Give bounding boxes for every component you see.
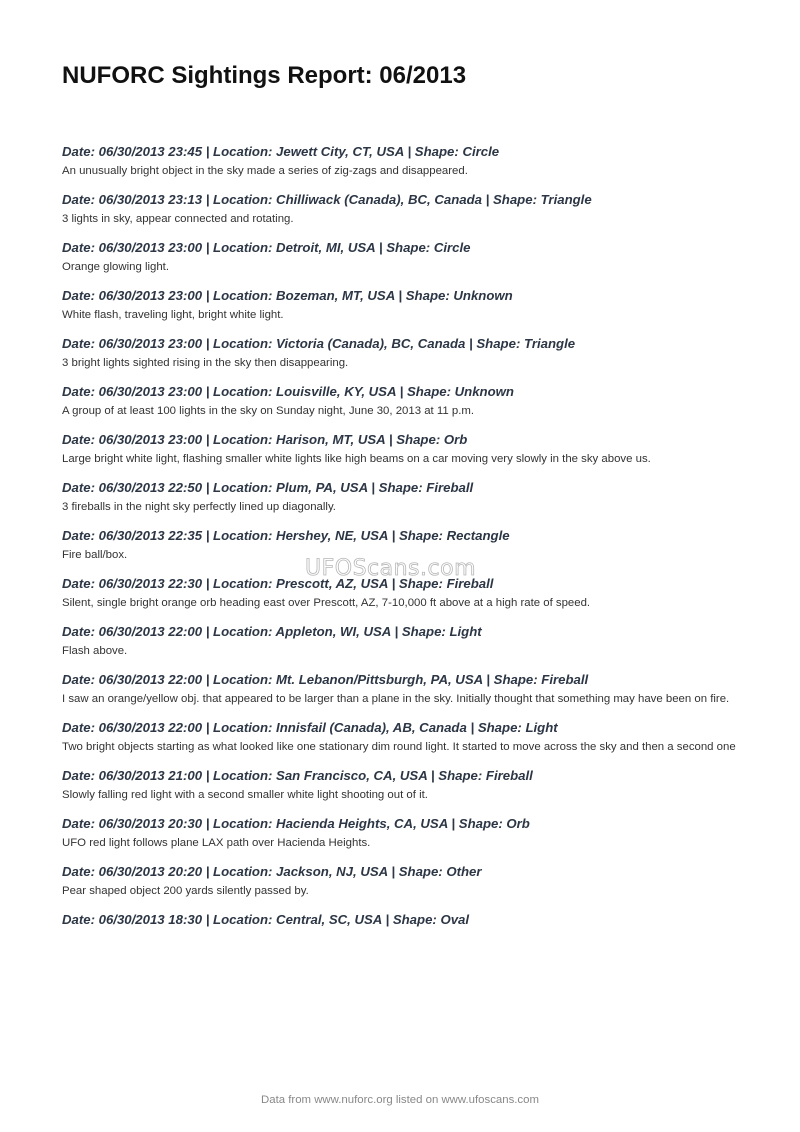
sighting-header: Date: 06/30/2013 23:00 | Location: Bozeman, MT, USA | Shape: Unknown bbox=[62, 288, 513, 303]
sighting-header: Date: 06/30/2013 20:20 | Location: Jackson, NJ, USA | Shape: Other bbox=[62, 864, 482, 879]
sighting-description: An unusually bright object in the sky made a series of zig-zags and disappeared. bbox=[62, 165, 468, 177]
sighting-entry bbox=[62, 623, 742, 659]
sighting-header: Date: 06/30/2013 23:00 | Location: Detroit, MI, USA | Shape: Circle bbox=[62, 240, 471, 255]
page-title: NUFORC Sightings Report: 06/2013 bbox=[62, 62, 467, 89]
sighting-entry bbox=[62, 815, 742, 851]
sighting-description: White flash, traveling light, bright white light. bbox=[62, 309, 284, 321]
sighting-entry bbox=[62, 383, 742, 419]
sighting-description: Slowly falling red light with a second smaller white light shooting out of it. bbox=[62, 789, 428, 801]
sighting-header: Date: 06/30/2013 23:13 | Location: Chilliwack (Canada), BC, Canada | Shape: Triangle bbox=[62, 192, 592, 207]
sightings-list bbox=[62, 143, 742, 940]
sighting-entry bbox=[62, 335, 742, 371]
sighting-entry bbox=[62, 287, 742, 323]
sighting-description: Orange glowing light. bbox=[62, 261, 170, 273]
sighting-description: 3 fireballs in the night sky perfectly lined up diagonally. bbox=[62, 501, 336, 513]
sighting-header: Date: 06/30/2013 23:00 | Location: Louisville, KY, USA | Shape: Unknown bbox=[62, 384, 514, 399]
sighting-entry bbox=[62, 863, 742, 899]
sighting-description: Two bright objects starting as what looked like one stationary dim round light. It started to move across the sky and then a second one bbox=[62, 741, 736, 753]
sighting-entry bbox=[62, 479, 742, 515]
watermark-text: UFOScans.com bbox=[305, 556, 476, 581]
sighting-header: Date: 06/30/2013 22:35 | Location: Hershey, NE, USA | Shape: Rectangle bbox=[62, 528, 510, 543]
sighting-header: Date: 06/30/2013 18:30 | Location: Central, SC, USA | Shape: Oval bbox=[62, 912, 470, 927]
sighting-header: Date: 06/30/2013 22:30 | Location: Prescott, AZ, USA | Shape: Fireball bbox=[62, 576, 494, 591]
sighting-entry bbox=[62, 719, 742, 755]
footer-source-note: Data from www.nuforc.org listed on www.ufoscans.com bbox=[261, 1094, 539, 1106]
sighting-description: Large bright white light, flashing smaller white lights like high beams on a car moving very slowly in the sky above us. bbox=[62, 453, 651, 465]
sighting-entry bbox=[62, 239, 742, 275]
sighting-header: Date: 06/30/2013 20:30 | Location: Hacienda Heights, CA, USA | Shape: Orb bbox=[62, 816, 530, 831]
sighting-description: Silent, single bright orange orb heading east over Prescott, AZ, 7-10,000 ft above at a high rate of speed. bbox=[62, 597, 591, 609]
sighting-description: I saw an orange/yellow obj. that appeared to be larger than a plane in the sky. Initially thought that something may have been on fire. bbox=[62, 693, 730, 705]
sighting-description: Pear shaped object 200 yards silently passed by. bbox=[62, 885, 309, 897]
sighting-description: Fire ball/box. bbox=[62, 549, 128, 561]
sighting-entry bbox=[62, 431, 742, 467]
sighting-description: 3 bright lights sighted rising in the sky then disappearing. bbox=[62, 357, 349, 369]
sighting-header: Date: 06/30/2013 23:00 | Location: Victoria (Canada), BC, Canada | Shape: Triangle bbox=[62, 336, 576, 351]
sighting-entry bbox=[62, 575, 742, 611]
sighting-description: UFO red light follows plane LAX path over Hacienda Heights. bbox=[62, 837, 371, 849]
sighting-header: Date: 06/30/2013 23:45 | Location: Jewett City, CT, USA | Shape: Circle bbox=[62, 144, 500, 159]
sighting-description: 3 lights in sky, appear connected and rotating. bbox=[62, 213, 294, 225]
sighting-description: A group of at least 100 lights in the sky on Sunday night, June 30, 2013 at 11 p.m. bbox=[62, 405, 475, 417]
sighting-entry bbox=[62, 527, 742, 563]
sighting-header: Date: 06/30/2013 22:00 | Location: Innisfail (Canada), AB, Canada | Shape: Light bbox=[62, 720, 558, 735]
sighting-description: Flash above. bbox=[62, 645, 128, 657]
sighting-entry bbox=[62, 143, 742, 179]
sighting-header: Date: 06/30/2013 21:00 | Location: San Francisco, CA, USA | Shape: Fireball bbox=[62, 768, 533, 783]
sighting-entry bbox=[62, 671, 742, 707]
sighting-entry bbox=[62, 767, 742, 803]
sighting-header: Date: 06/30/2013 22:00 | Location: Mt. Lebanon/Pittsburgh, PA, USA | Shape: Fireball bbox=[62, 672, 589, 687]
sighting-entry bbox=[62, 911, 742, 928]
sighting-entry bbox=[62, 191, 742, 227]
sighting-header: Date: 06/30/2013 22:50 | Location: Plum, PA, USA | Shape: Fireball bbox=[62, 480, 474, 495]
sighting-header: Date: 06/30/2013 22:00 | Location: Appleton, WI, USA | Shape: Light bbox=[62, 624, 482, 639]
sighting-header: Date: 06/30/2013 23:00 | Location: Harison, MT, USA | Shape: Orb bbox=[62, 432, 468, 447]
